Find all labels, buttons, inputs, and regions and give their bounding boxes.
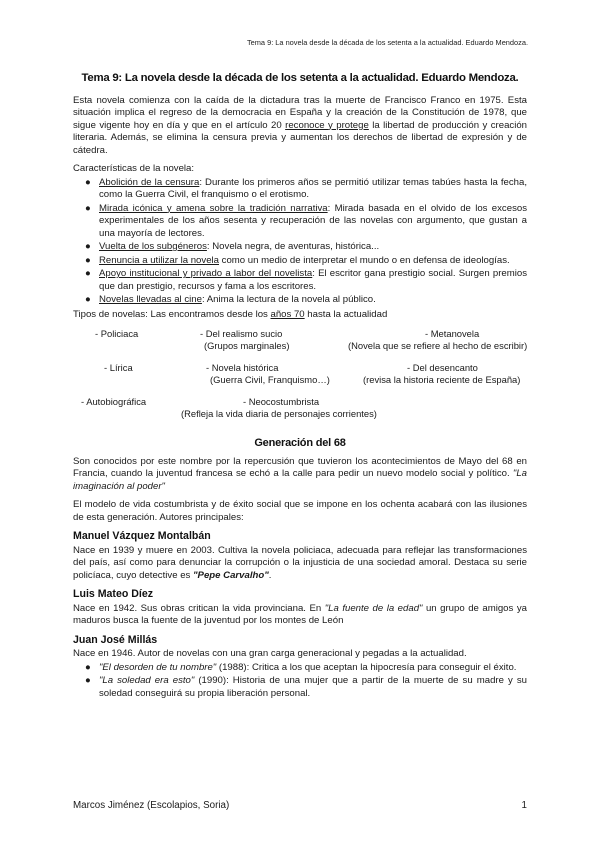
bullet-icon: ● [85,202,91,214]
type-metanovela: - Metanovela [425,328,480,339]
list-item: ● Apoyo institucional y privado a labor del novelista: El escritor gana prestigio social. Surgen premios que dan prestigio, recursos y fama a los escritores. [85,268,527,292]
list-item: ● Renuncia a utilizar la novela como un medio de interpretar el mundo o en defensa de ideologías. [85,254,510,266]
list-item: ● Abolición de la censura: Durante los primeros años se permitió utilizar temas tabúes hasta la fecha, como la Guerra Civil, el franquismo o el erotismo. [85,176,527,200]
type-lirica: - Lírica [104,362,133,373]
type-note: (Guerra Civil, Franquismo…) [210,374,330,385]
type-autobiografica: - Autobiográfica [81,396,147,407]
bullet-icon: ● [85,241,91,252]
bullet-icon: ● [85,661,91,673]
page-number: 1 [521,800,527,811]
bullet-icon: ● [85,176,91,188]
type-policiaca: - Policiaca [95,328,139,339]
types-intro: Tipos de novelas: Las encontramos desde los años 70 hasta la actualidad [73,308,388,320]
type-note: (Refleja la vida diaria de personajes corrientes) [181,408,377,419]
intro-underlined-phrase: reconoce y protege [285,119,369,131]
list-item: ● Vuelta de los subgéneros: Novela negra, de aventuras, histórica... [85,241,380,252]
list-item: ● Mirada icónica y amena sobre la tradición narrativa: Mirada basada en el olvido de los excesos experimentales de los años sesenta y recuperación de las novelas con argumento, que gustan a una mayoría de lectores. [85,202,527,239]
page-content [73,72,527,702]
bullet-icon: ● [85,294,91,305]
books-list [73,662,527,701]
author-name: Luis Mateo Díez [73,588,154,600]
running-header: Tema 9: La novela desde la década de los setenta a la actualidad. Eduardo Mendoza. [246,38,528,47]
author-bio: Nace en 1942. Sus obras critican la vida provinciana. En "La fuente de la edad" un grupo de amigos ya maduros busca la fuente de la juventud por los montes de León [73,602,527,626]
novel-types-grid [73,325,527,429]
bullet-icon: ● [85,268,91,279]
characteristics-heading: Características de la novela: [73,163,195,174]
page-title: Tema 9: La novela desde la década de los setenta a la actualidad. Eduardo Mendoza. [81,72,519,84]
characteristics-list [73,177,527,307]
intro-paragraph: Esta novela comienza con la caída de la dictadura tras la muerte de Francisco Franco en 1975. Esta situación implica el regreso de la democracia en España y la creación de la Constitución de 1978, que sigue vigente hoy en día y que en el artículo 20 reconoce y protege la libertad de producción y creación literaria. Además, se elimina la censura previa y aumentan los derechos de libertad de expresión y de cátedra. [73,94,528,156]
type-note: (revisa la historia reciente de España) [363,374,521,385]
footer-author: Marcos Jiménez (Escolapios, Soria) [73,800,230,811]
list-item: ● "El desorden de tu nombre" (1988): Critica a los que aceptan la hipocresía para conseguir el éxito. [85,661,517,673]
bullet-icon: ● [85,254,91,266]
author-name: Juan José Millás [73,633,158,646]
type-note: (Novela que se refiere al hecho de escribir) [348,340,528,351]
list-item: ● Novelas llevadas al cine: Anima la lectura de la novela al público. [85,294,376,305]
generation-paragraph: Son conocidos por este nombre por la repercusión que tuvieron los acontecimientos de Mayo del 68 en Francia, cuando la juventud francesa se echó a la calle para pedir un nuevo modelo social y político. "La imaginación al poder" [73,455,527,492]
section-title: Generación del 68 [254,437,346,449]
author-bio: Nace en 1946. Autor de novelas con una gran carga generacional y pegadas a la actualidad. [73,648,467,659]
page-footer [73,800,527,811]
type-realismo-sucio: - Del realismo sucio [200,328,283,339]
type-note: (Grupos marginales) [204,340,290,351]
author-name: Manuel Vázquez Montalbán [73,530,211,542]
type-novela-historica: - Novela histórica [206,362,279,373]
bullet-icon: ● [85,675,91,686]
generation-paragraph-2: El modelo de vida costumbrista y de éxito social que se impone en los ochenta acabará con las ilusiones de esta generación. Autores principales: [73,499,527,523]
author-bio: Nace en 1939 y muere en 2003. Cultiva la novela policiaca, adecuada para reflejar las transformaciones del país, así como para denunciar la corrupción o la injusticia de una sociedad amoral. Destaca su serie policíaca, cuyo detective es "Pepe Carvalho". [73,544,527,581]
list-item: ● "La soledad era esto" (1990): Historia de una mujer que a partir de la muerte de su madre y su soledad conseguirá su propia liberación personal. [85,675,527,699]
type-desencanto: - Del desencanto [407,362,478,373]
type-neocostumbrista: - Neocostumbrista [243,396,320,407]
